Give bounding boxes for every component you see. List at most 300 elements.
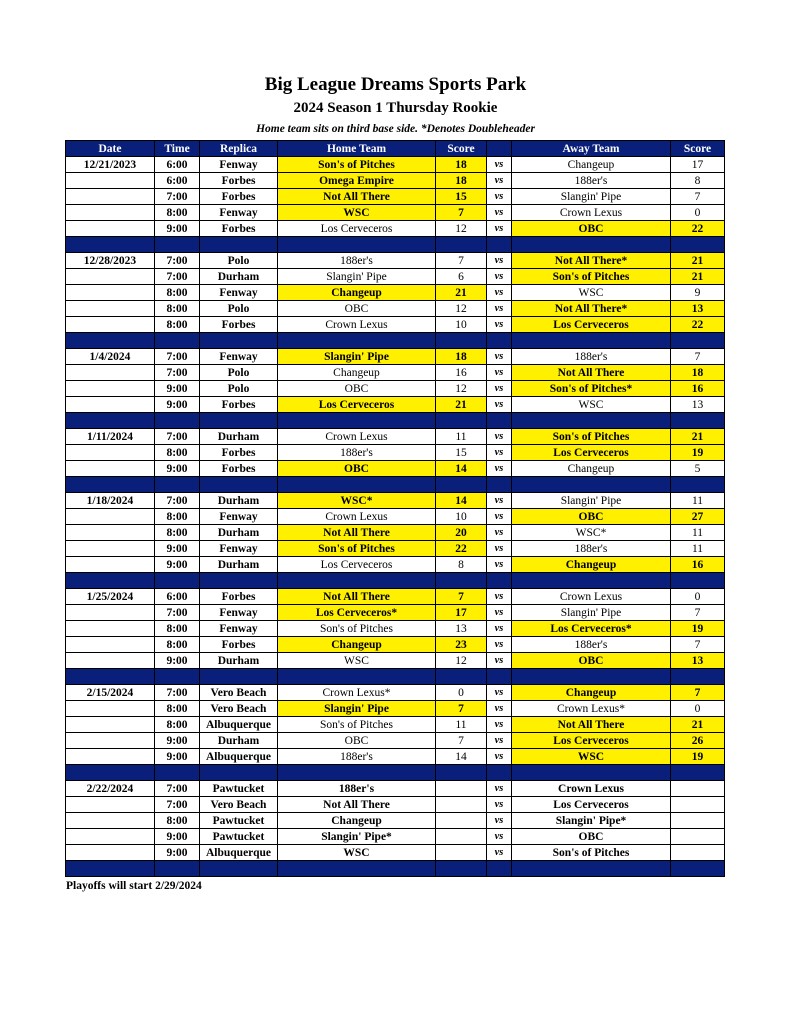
game-date <box>66 301 155 317</box>
game-replica: Polo <box>200 253 278 269</box>
game-replica: Forbes <box>200 445 278 461</box>
separator-cell <box>487 861 512 877</box>
separator-cell <box>66 861 155 877</box>
home-score: 20 <box>436 525 487 541</box>
home-team: Changeup <box>278 813 436 829</box>
header-row <box>66 141 725 157</box>
header-home-score: Score <box>436 141 487 157</box>
game-time: 7:00 <box>155 349 200 365</box>
home-team: Omega Empire <box>278 173 436 189</box>
home-score: 15 <box>436 445 487 461</box>
away-team: Los Cerveceros <box>512 733 671 749</box>
game-date <box>66 797 155 813</box>
home-score: 10 <box>436 317 487 333</box>
game-row <box>66 349 725 365</box>
away-score <box>671 813 725 829</box>
vs-label: vs <box>487 221 512 237</box>
separator-cell <box>487 573 512 589</box>
game-row <box>66 189 725 205</box>
away-score: 8 <box>671 173 725 189</box>
home-team: Son's of Pitches <box>278 621 436 637</box>
game-time: 9:00 <box>155 461 200 477</box>
away-team: WSC <box>512 397 671 413</box>
game-date <box>66 813 155 829</box>
away-team: 188er's <box>512 349 671 365</box>
game-replica: Fenway <box>200 541 278 557</box>
playoffs-note: Playoffs will start 2/29/2024 <box>66 880 202 892</box>
header-home-team: Home Team <box>278 141 436 157</box>
home-team: Crown Lexus <box>278 429 436 445</box>
game-row <box>66 717 725 733</box>
away-score: 5 <box>671 461 725 477</box>
vs-label: vs <box>487 493 512 509</box>
away-team: Crown Lexus <box>512 589 671 605</box>
home-score <box>436 797 487 813</box>
separator-cell <box>278 669 436 685</box>
vs-label: vs <box>487 589 512 605</box>
game-replica: Forbes <box>200 461 278 477</box>
game-replica: Durham <box>200 493 278 509</box>
away-team: Not All There* <box>512 253 671 269</box>
vs-label: vs <box>487 781 512 797</box>
home-score: 12 <box>436 381 487 397</box>
home-team: Slangin' Pipe <box>278 349 436 365</box>
game-row <box>66 285 725 301</box>
game-time: 7:00 <box>155 605 200 621</box>
away-team: Crown Lexus* <box>512 701 671 717</box>
vs-label: vs <box>487 269 512 285</box>
away-team: 188er's <box>512 637 671 653</box>
vs-label: vs <box>487 365 512 381</box>
separator-cell <box>512 861 671 877</box>
game-time: 9:00 <box>155 381 200 397</box>
week-separator <box>66 669 725 685</box>
game-replica: Albuquerque <box>200 717 278 733</box>
game-row <box>66 493 725 509</box>
separator-cell <box>436 413 487 429</box>
home-score <box>436 813 487 829</box>
separator-cell <box>671 765 725 781</box>
separator-cell <box>436 669 487 685</box>
separator-cell <box>200 765 278 781</box>
game-replica: Durham <box>200 557 278 573</box>
game-date <box>66 749 155 765</box>
game-time: 7:00 <box>155 253 200 269</box>
game-date <box>66 717 155 733</box>
home-score: 12 <box>436 221 487 237</box>
game-replica: Fenway <box>200 621 278 637</box>
game-replica: Pawtucket <box>200 829 278 845</box>
separator-cell <box>671 669 725 685</box>
game-row <box>66 813 725 829</box>
game-row <box>66 253 725 269</box>
vs-label: vs <box>487 541 512 557</box>
home-score <box>436 781 487 797</box>
separator-cell <box>278 477 436 493</box>
separator-cell <box>278 413 436 429</box>
away-score: 27 <box>671 509 725 525</box>
game-time: 7:00 <box>155 365 200 381</box>
separator-cell <box>200 237 278 253</box>
away-team: Los Cerveceros <box>512 317 671 333</box>
separator-cell <box>436 765 487 781</box>
separator-cell <box>512 413 671 429</box>
away-score <box>671 845 725 861</box>
separator-cell <box>155 669 200 685</box>
home-team: Not All There <box>278 189 436 205</box>
away-team: Son's of Pitches* <box>512 381 671 397</box>
schedule-table <box>65 140 725 877</box>
separator-cell <box>512 333 671 349</box>
home-score: 7 <box>436 701 487 717</box>
home-score: 8 <box>436 557 487 573</box>
week-separator <box>66 573 725 589</box>
game-row <box>66 157 725 173</box>
away-team: WSC <box>512 285 671 301</box>
game-replica: Pawtucket <box>200 781 278 797</box>
game-date: 1/18/2024 <box>66 493 155 509</box>
home-team: Not All There <box>278 797 436 813</box>
home-team: Not All There <box>278 525 436 541</box>
home-team: Crown Lexus <box>278 317 436 333</box>
game-replica: Fenway <box>200 509 278 525</box>
away-team: 188er's <box>512 541 671 557</box>
header-time: Time <box>155 141 200 157</box>
game-time: 6:00 <box>155 589 200 605</box>
away-team: Slangin' Pipe* <box>512 813 671 829</box>
game-row <box>66 397 725 413</box>
away-team: OBC <box>512 829 671 845</box>
home-score: 18 <box>436 349 487 365</box>
game-row <box>66 621 725 637</box>
home-score: 14 <box>436 461 487 477</box>
game-replica: Fenway <box>200 157 278 173</box>
vs-label: vs <box>487 285 512 301</box>
game-time: 7:00 <box>155 189 200 205</box>
game-date <box>66 621 155 637</box>
vs-label: vs <box>487 317 512 333</box>
separator-cell <box>155 237 200 253</box>
away-team: Son's of Pitches <box>512 429 671 445</box>
separator-cell <box>487 413 512 429</box>
separator-cell <box>278 765 436 781</box>
game-time: 7:00 <box>155 429 200 445</box>
away-team: Not All There <box>512 717 671 733</box>
away-score: 0 <box>671 701 725 717</box>
away-score: 11 <box>671 525 725 541</box>
home-team: Not All There <box>278 589 436 605</box>
game-time: 9:00 <box>155 829 200 845</box>
separator-cell <box>155 333 200 349</box>
separator-cell <box>66 765 155 781</box>
game-replica: Forbes <box>200 221 278 237</box>
page-subtitle: 2024 Season 1 Thursday Rookie <box>293 100 498 116</box>
game-time: 8:00 <box>155 317 200 333</box>
game-row <box>66 797 725 813</box>
home-score: 23 <box>436 637 487 653</box>
vs-label: vs <box>487 509 512 525</box>
separator-cell <box>436 573 487 589</box>
game-date <box>66 285 155 301</box>
vs-label: vs <box>487 525 512 541</box>
game-date: 2/15/2024 <box>66 685 155 701</box>
vs-label: vs <box>487 653 512 669</box>
game-row <box>66 637 725 653</box>
vs-label: vs <box>487 685 512 701</box>
vs-label: vs <box>487 621 512 637</box>
vs-label: vs <box>487 637 512 653</box>
home-score: 11 <box>436 717 487 733</box>
vs-label: vs <box>487 829 512 845</box>
game-row <box>66 221 725 237</box>
away-score: 7 <box>671 685 725 701</box>
separator-cell <box>487 669 512 685</box>
vs-label: vs <box>487 349 512 365</box>
home-score: 21 <box>436 285 487 301</box>
game-date <box>66 557 155 573</box>
home-team: Changeup <box>278 637 436 653</box>
away-score: 22 <box>671 317 725 333</box>
home-team: 188er's <box>278 749 436 765</box>
vs-label: vs <box>487 173 512 189</box>
game-date: 1/25/2024 <box>66 589 155 605</box>
home-team: Slangin' Pipe* <box>278 829 436 845</box>
away-score: 17 <box>671 157 725 173</box>
vs-label: vs <box>487 749 512 765</box>
home-score: 14 <box>436 749 487 765</box>
home-score: 18 <box>436 173 487 189</box>
away-team: Los Cerveceros <box>512 445 671 461</box>
away-team: Son's of Pitches <box>512 845 671 861</box>
home-score: 13 <box>436 621 487 637</box>
game-time: 7:00 <box>155 781 200 797</box>
game-date <box>66 397 155 413</box>
away-score: 18 <box>671 365 725 381</box>
separator-cell <box>436 861 487 877</box>
game-time: 8:00 <box>155 301 200 317</box>
game-replica: Durham <box>200 429 278 445</box>
game-date: 1/11/2024 <box>66 429 155 445</box>
separator-cell <box>155 573 200 589</box>
game-time: 9:00 <box>155 749 200 765</box>
game-time: 9:00 <box>155 733 200 749</box>
home-score: 21 <box>436 397 487 413</box>
game-replica: Fenway <box>200 605 278 621</box>
week-separator <box>66 477 725 493</box>
separator-cell <box>671 477 725 493</box>
game-row <box>66 205 725 221</box>
separator-cell <box>436 333 487 349</box>
away-team: Crown Lexus <box>512 205 671 221</box>
away-score: 13 <box>671 397 725 413</box>
game-replica: Vero Beach <box>200 685 278 701</box>
away-team: Slangin' Pipe <box>512 605 671 621</box>
game-replica: Polo <box>200 365 278 381</box>
game-time: 7:00 <box>155 493 200 509</box>
vs-label: vs <box>487 189 512 205</box>
game-row <box>66 461 725 477</box>
game-date <box>66 605 155 621</box>
game-time: 7:00 <box>155 797 200 813</box>
game-row <box>66 317 725 333</box>
away-team: OBC <box>512 653 671 669</box>
vs-label: vs <box>487 701 512 717</box>
away-score <box>671 781 725 797</box>
away-team: WSC <box>512 749 671 765</box>
home-score: 17 <box>436 605 487 621</box>
game-row <box>66 269 725 285</box>
game-replica: Polo <box>200 301 278 317</box>
home-score: 10 <box>436 509 487 525</box>
away-score: 19 <box>671 445 725 461</box>
game-time: 8:00 <box>155 285 200 301</box>
separator-cell <box>278 333 436 349</box>
separator-cell <box>155 413 200 429</box>
game-date <box>66 509 155 525</box>
home-score: 7 <box>436 253 487 269</box>
away-score: 7 <box>671 637 725 653</box>
doubleheader-note: Home team sits on third base side. *Denotes Doubleheader <box>256 123 535 135</box>
separator-cell <box>200 861 278 877</box>
game-replica: Fenway <box>200 349 278 365</box>
game-row <box>66 381 725 397</box>
separator-cell <box>66 333 155 349</box>
home-team: Slangin' Pipe <box>278 269 436 285</box>
game-time: 8:00 <box>155 637 200 653</box>
home-score: 7 <box>436 589 487 605</box>
game-date <box>66 381 155 397</box>
game-time: 8:00 <box>155 717 200 733</box>
home-team: OBC <box>278 461 436 477</box>
away-score: 11 <box>671 541 725 557</box>
separator-cell <box>278 573 436 589</box>
week-separator <box>66 413 725 429</box>
separator-cell <box>671 573 725 589</box>
game-replica: Vero Beach <box>200 701 278 717</box>
away-score: 21 <box>671 269 725 285</box>
separator-cell <box>66 237 155 253</box>
away-team: WSC* <box>512 525 671 541</box>
header-date: Date <box>66 141 155 157</box>
game-time: 6:00 <box>155 173 200 189</box>
game-replica: Forbes <box>200 637 278 653</box>
separator-cell <box>512 477 671 493</box>
away-team: Not All There* <box>512 301 671 317</box>
separator-cell <box>512 573 671 589</box>
home-team: 188er's <box>278 445 436 461</box>
game-row <box>66 541 725 557</box>
game-time: 9:00 <box>155 653 200 669</box>
game-date <box>66 653 155 669</box>
home-team: Son's of Pitches <box>278 157 436 173</box>
game-row <box>66 733 725 749</box>
home-score: 15 <box>436 189 487 205</box>
game-row <box>66 749 725 765</box>
game-row <box>66 701 725 717</box>
game-row <box>66 525 725 541</box>
away-score: 0 <box>671 589 725 605</box>
home-team: WSC <box>278 205 436 221</box>
home-score: 6 <box>436 269 487 285</box>
home-team: Los Cerveceros <box>278 557 436 573</box>
vs-label: vs <box>487 429 512 445</box>
separator-cell <box>487 333 512 349</box>
game-time: 9:00 <box>155 397 200 413</box>
game-row <box>66 301 725 317</box>
game-replica: Albuquerque <box>200 845 278 861</box>
game-time: 8:00 <box>155 509 200 525</box>
game-date <box>66 365 155 381</box>
home-team: Crown Lexus <box>278 509 436 525</box>
home-score: 12 <box>436 301 487 317</box>
home-score: 0 <box>436 685 487 701</box>
home-score: 18 <box>436 157 487 173</box>
away-score: 26 <box>671 733 725 749</box>
home-team: WSC <box>278 653 436 669</box>
week-separator <box>66 333 725 349</box>
separator-cell <box>671 861 725 877</box>
away-score: 7 <box>671 349 725 365</box>
away-team: Los Cerveceros <box>512 797 671 813</box>
home-team: Son's of Pitches <box>278 717 436 733</box>
separator-cell <box>436 237 487 253</box>
game-row <box>66 429 725 445</box>
home-team: WSC <box>278 845 436 861</box>
away-team: Crown Lexus <box>512 781 671 797</box>
vs-label: vs <box>487 813 512 829</box>
separator-cell <box>487 477 512 493</box>
vs-label: vs <box>487 301 512 317</box>
game-date <box>66 269 155 285</box>
game-row <box>66 845 725 861</box>
separator-cell <box>671 237 725 253</box>
separator-cell <box>66 669 155 685</box>
separator-cell <box>512 237 671 253</box>
game-time: 8:00 <box>155 445 200 461</box>
separator-cell <box>200 477 278 493</box>
game-replica: Fenway <box>200 285 278 301</box>
game-replica: Pawtucket <box>200 813 278 829</box>
home-team: Los Cerveceros* <box>278 605 436 621</box>
home-team: OBC <box>278 301 436 317</box>
game-replica: Albuquerque <box>200 749 278 765</box>
game-time: 8:00 <box>155 621 200 637</box>
separator-cell <box>512 765 671 781</box>
separator-cell <box>278 861 436 877</box>
game-date <box>66 845 155 861</box>
game-date <box>66 829 155 845</box>
vs-label: vs <box>487 733 512 749</box>
vs-label: vs <box>487 445 512 461</box>
home-team: OBC <box>278 381 436 397</box>
home-team: Son's of Pitches <box>278 541 436 557</box>
home-score: 22 <box>436 541 487 557</box>
home-team: WSC* <box>278 493 436 509</box>
game-date: 2/22/2024 <box>66 781 155 797</box>
away-team: Changeup <box>512 157 671 173</box>
separator-cell <box>200 333 278 349</box>
vs-label: vs <box>487 157 512 173</box>
game-replica: Vero Beach <box>200 797 278 813</box>
game-replica: Forbes <box>200 589 278 605</box>
away-team: OBC <box>512 221 671 237</box>
vs-label: vs <box>487 605 512 621</box>
game-row <box>66 685 725 701</box>
home-score: 16 <box>436 365 487 381</box>
game-date: 12/21/2023 <box>66 157 155 173</box>
away-score <box>671 829 725 845</box>
game-date: 12/28/2023 <box>66 253 155 269</box>
